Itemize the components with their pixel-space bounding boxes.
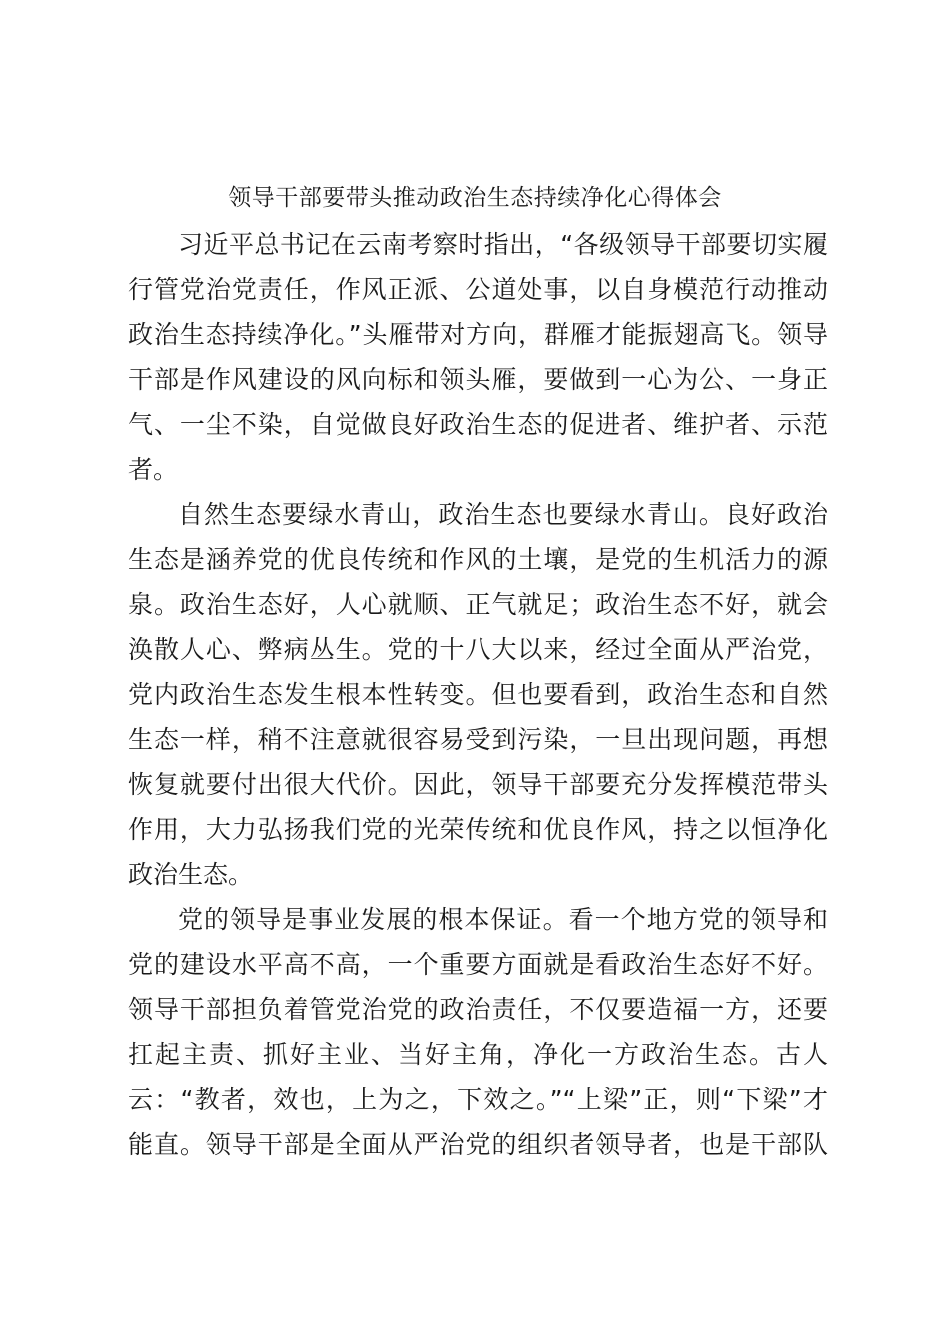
text-line: 党的建设水平高不高，一个重要方面就是看政治生态好不好。 bbox=[128, 950, 828, 979]
text-line: 者。 bbox=[128, 455, 179, 484]
text-line: 党内政治生态发生根本性转变。但也要看到，政治生态和自然 bbox=[128, 680, 828, 709]
text-line: 生态是涵养党的优良传统和作风的土壤，是党的生机活力的源 bbox=[128, 545, 828, 574]
text-line: 政治生态持续净化。”头雁带对方向，群雁才能振翅高飞。领导 bbox=[128, 320, 828, 349]
document-title: 领导干部要带头推动政治生态持续净化心得体会 bbox=[228, 185, 722, 211]
text-line: 能直。领导干部是全面从严治党的组织者领导者，也是干部队 bbox=[128, 1130, 828, 1159]
text-line: 气、一尘不染，自觉做良好政治生态的促进者、维护者、示范 bbox=[128, 410, 828, 439]
text-line: 领导干部担负着管党治党的政治责任，不仅要造福一方，还要 bbox=[128, 995, 828, 1024]
text-line: 政治生态。 bbox=[128, 860, 254, 889]
text-line: 作用，大力弘扬我们党的光荣传统和优良作风，持之以恒净化 bbox=[128, 815, 828, 844]
text-line: 恢复就要付出很大代价。因此，领导干部要充分发挥模范带头 bbox=[128, 770, 828, 799]
text-line: 扛起主责、抓好主业、当好主角，净化一方政治生态。古人 bbox=[128, 1040, 828, 1069]
text-line: 干部是作风建设的风向标和领头雁，要做到一心为公、一身正 bbox=[128, 365, 828, 394]
text-line: 泉。政治生态好，人心就顺、正气就足；政治生态不好，就会 bbox=[128, 590, 828, 619]
text-line: 行管党治党责任，作风正派、公道处事，以自身模范行动推动 bbox=[128, 275, 828, 304]
text-line: 党的领导是事业发展的根本保证。看一个地方党的领导和 bbox=[178, 905, 828, 934]
text-line: 云：“教者，效也，上为之，下效之。”“上梁”正，则“下梁”才 bbox=[128, 1085, 828, 1114]
text-line: 涣散人心、弊病丛生。党的十八大以来，经过全面从严治党， bbox=[128, 635, 828, 664]
text-line: 习近平总书记在云南考察时指出，“各级领导干部要切实履 bbox=[178, 230, 828, 259]
text-line: 自然生态要绿水青山，政治生态也要绿水青山。良好政治 bbox=[178, 500, 828, 529]
text-line: 生态一样，稍不注意就很容易受到污染，一旦出现问题，再想 bbox=[128, 725, 828, 754]
